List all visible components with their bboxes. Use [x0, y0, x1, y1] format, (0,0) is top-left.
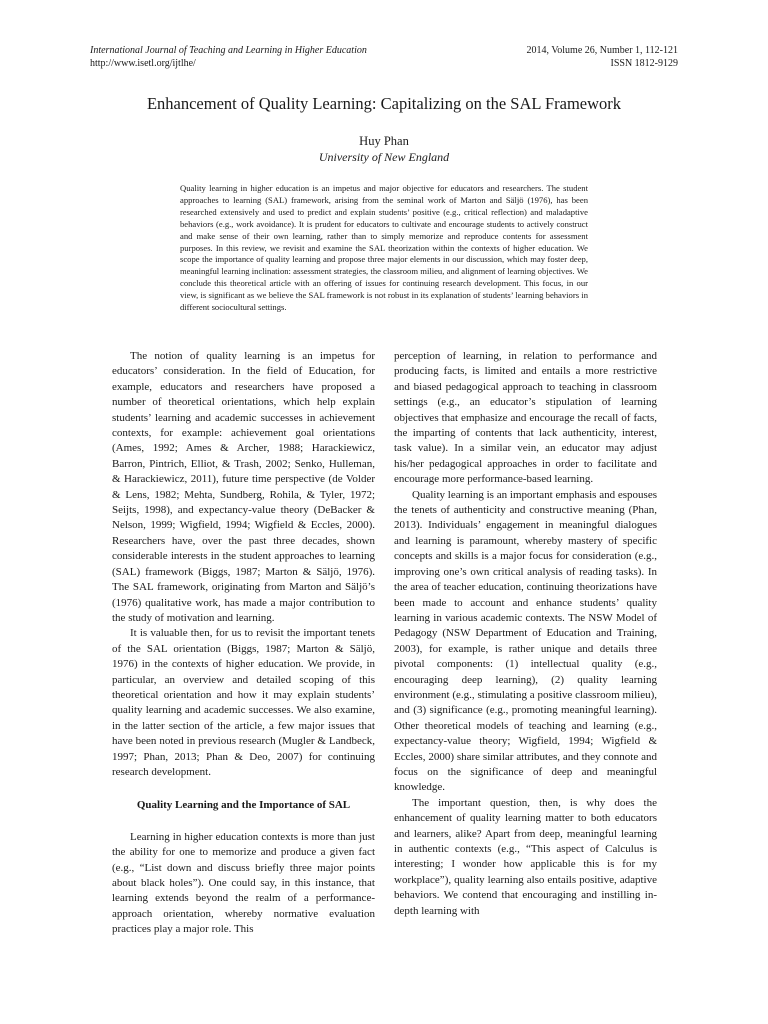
paragraph: perception of learning, in relation to performance and producing facts, is limited and entails a more restrictive and biased pedagogical approach to teaching in classroom settings (e.g., an educator’s stipulation of learning objectives that emphasize and encourage the recall of facts, the imparting of contents that lack authenticity, interest, task value). In a similar vein, an educator may adjust his/her pedagogical approaches in order to facilitate and encourage more performance-based learning.: [394, 350, 657, 486]
volume-info: 2014, Volume 26, Number 1, 112-121: [526, 45, 678, 56]
paragraph: It is valuable then, for us to revisit the important tenets of the SAL orientation (Biggs, 1987; Marton & Säljö, 1976) in the contexts of higher education. We provide, in particular, an overview and detailed scoping of this theoretical orientation and how it may explain students’ quality learning and academic successes. We also examine, in the latter section of the article, a few major issues that have been noted in previous research (Mugler & Landbeck, 1997; Phan, 2013; Phan & Deo, 2007) for continuing research development.: [112, 627, 375, 778]
running-head-left: [90, 44, 367, 70]
running-head-right: [527, 44, 678, 70]
paragraph: Learning in higher education contexts is more than just the ability for one to memorize and produce a given fact (e.g., “List down and discuss briefly three major points about black holes”). One could say, in this instance, that learning extends beyond the realm of a performance-approach orientation, whereby normative evaluation practices play a major role. This: [112, 830, 375, 936]
article-title: Enhancement of Quality Learning: Capitalizing on the SAL Framework: [146, 94, 622, 113]
journal-url[interactable]: http://www.isetl.org/ijtlhe/: [90, 58, 196, 69]
abstract: Quality learning in higher education is an impetus and major objective for educators and researchers. The student approaches to learning (SAL) framework, arising from the seminal work of Marton and Säljö (1976), has been researched extensively and used to predict and explain students’ positive (e.g., critical reflection) and maladaptive behaviors (e.g., work avoidance). It is prudent for educators to cultivate and encourage students to actively construct and make sense of their own learning, rather than to simply memorize and reproduce contents for assessment purposes. In this review, we revisit and examine the SAL theorization within the contexts of higher education. We scope the importance of quality learning and propose three major elements in our discussion, which may foster deep, meaningful learning inclination: assessment strategies, the classroom milieu, and alignment of learning objectives. We conclude this theoretical article with an offering of issues for continuing research development. This focus, in our view, is significant as we believe the SAL framework is not robust in its explanation of students’ learning behaviors in different sociocultural settings.: [180, 183, 588, 313]
journal-name: International Journal of Teaching and Learning in Higher Education: [90, 45, 367, 56]
right-column: [394, 349, 657, 919]
running-head: [90, 44, 678, 74]
left-column: [112, 349, 375, 938]
author-affiliation: University of New England: [318, 150, 450, 164]
paragraph: The important question, then, is why does the enhancement of quality learning matter to both educators and learners, alike? Apart from deep, meaningful learning in authentic contexts (e.g., “This aspect of Calculus is interesting; I wonder how applicable this is for my workplace”), quality learning also entails positive, adaptive behaviors. We contend that encouraging and instilling in-depth learning with: [394, 796, 657, 917]
section-heading: Quality Learning and the Importance of SAL: [136, 799, 351, 812]
author-name: Huy Phan: [359, 134, 409, 148]
paragraph: The notion of quality learning is an impetus for educators’ consideration. In the field of Education, for example, educators and researchers have proposed a number of theoretical orientations, which help explain students’ learning and academic successes in achievement contexts, for example: achievement goal orientations (Ames, 1992; Ames & Archer, 1988; Harackiewicz, Barron, Pintrich, Elliot, & Trash, 2002; Senko, Hulleman, & Harackiewicz, 2011), future time perspective (de Volder & Lens, 1982; Mehta, Sundberg, Rohila, & Tyler, 1972; Seijts, 1998), and expectancy-value theory (DeBacker & Nelson, 1999; Wigfield, 1994; Wigfield & Eccles, 2000). Researchers have, over the past three decades, shown considerable interests in the student approaches to learning (SAL) framework (Biggs, 1987; Marton & Säljö, 1976). The SAL framework, originating from Marton and Säljö’s (1976) qualitative work, has made a major contribution to the study of motivation and learning.: [112, 350, 375, 624]
issn: ISSN 1812-9129: [610, 58, 678, 69]
paragraph: Quality learning is an important emphasis and espouses the tenets of authenticity and constructive meaning (Phan, 2013). Individuals’ engagement in meaningful dialogues and learning is paramount, whereby mastery of specific concepts and skills is a major focus for consideration (e.g., improving one’s own critical analysis of reading tasks). In the area of teacher education, continuing theorizations have been made to account and enhance students’ quality learning in various academic contexts. The NSW Model of Pedagogy (NSW Department of Education and Training, 2003), for example, is rather unique and details three pivotal components: (1) intellectual quality (e.g., encouraging deep learning), (2) quality learning environment (e.g., stimulating a positive classroom milieu), and (3) significance (e.g., promoting meaningful learning). Other theoretical models of teaching and learning (e.g., expectancy-value theory; Wigfield, 1994; Wigfield & Eccles, 2000) share similar attributes, and they connote and focus on the significance of deep and meaningful knowledge.: [394, 488, 657, 794]
